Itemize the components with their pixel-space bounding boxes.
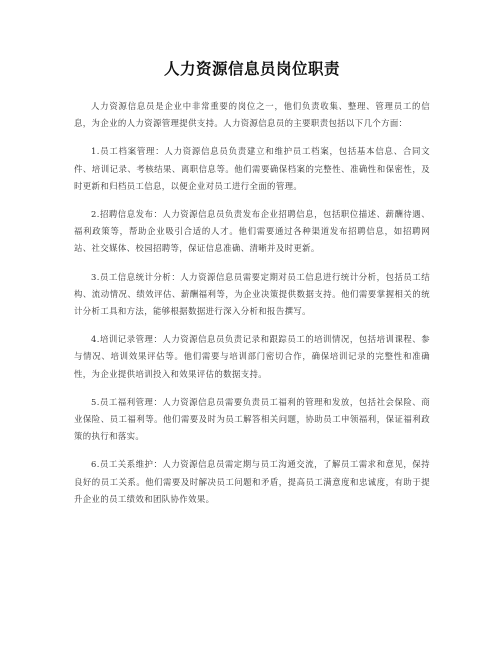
section-training-records: 4.培训记录管理：人力资源信息员负责记录和跟踪员工的培训情况，包括培训课程、参与情况、培训效果评估等。他们需要与培训部门密切合作，确保培训记录的完整性和准确性，为企业提供培训投入和效果评估的数据支持。: [74, 334, 430, 379]
section-statistics-analysis: 3.员工信息统计分析：人力资源信息员需要定期对员工信息进行统计分析，包括员工结构、流动情况、绩效评估、薪酬福利等，为企业决策提供数据支持。他们需要掌握相关的统计分析工具和方法，能够根据数据进行深入分析和报告撰写。: [74, 271, 430, 317]
intro-paragraph: 人力资源信息员是企业中非常重要的岗位之一，他们负责收集、整理、管理员工的信息，为企业的人力资源管理提供支持。人力资源信息员的主要职责包括以下几个方面：: [74, 101, 430, 129]
section-employee-records: 1.员工档案管理：人力资源信息员负责建立和维护员工档案，包括基本信息、合同文件、培训记录、考核结果、离职信息等。他们需要确保档案的完整性、准确性和保密性，及时更新和归档员工信息，以便企业对员工进行全面的管理。: [74, 146, 430, 191]
document-title: 人力资源信息员岗位职责: [163, 60, 340, 78]
section-welfare-management: 5.员工福利管理：人力资源信息员需要负责员工福利的管理和发放，包括社会保险、商业保险、员工福利等。他们需要及时为员工解答相关问题，协助员工申领福利，保证福利政策的执行和落实。: [74, 396, 430, 442]
section-recruitment-posting: 2.招聘信息发布：人力资源信息员负责发布企业招聘信息，包括职位描述、薪酬待遇、福利政策等，帮助企业吸引合适的人才。他们需要通过各种渠道发布招聘信息，如招聘网站、社交媒体、校园招聘等，保证信息准确、清晰并及时更新。: [74, 209, 430, 254]
section-employee-relations: 6.员工关系维护：人力资源信息员需定期与员工沟通交流，了解员工需求和意见，保持良好的员工关系。他们需要及时解决员工问题和矛盾，提高员工满意度和忠诚度，有助于提升企业的员工绩效和团队协作效果。: [74, 459, 430, 504]
